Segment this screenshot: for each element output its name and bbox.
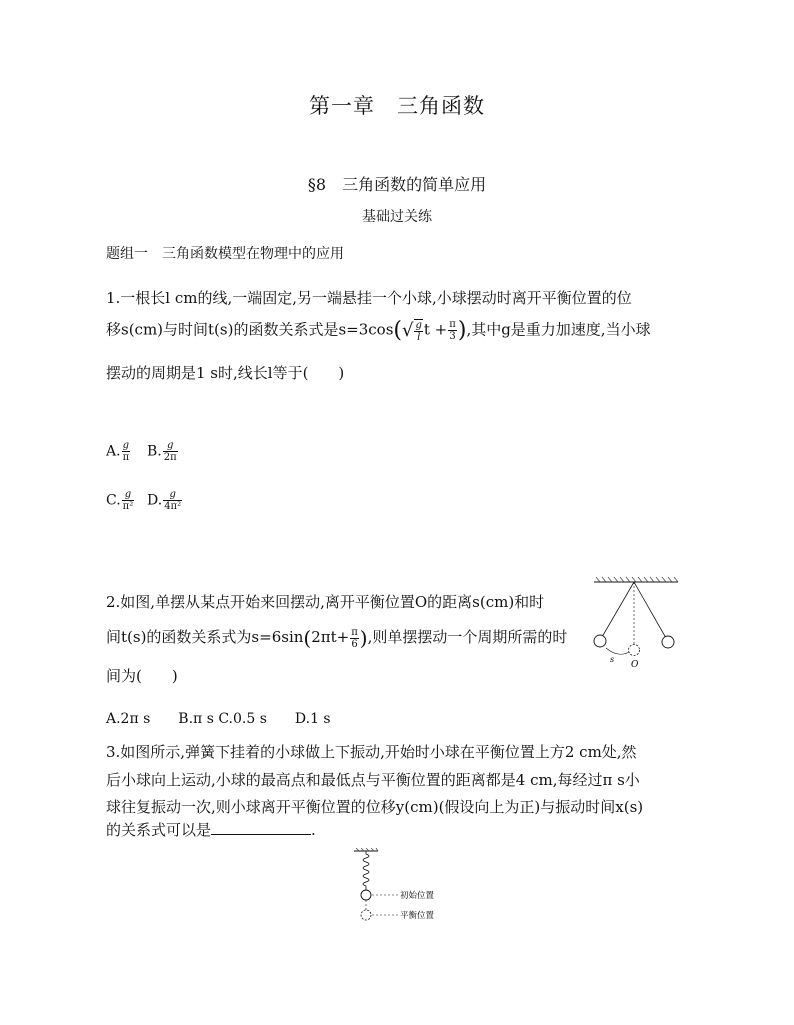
spring-figure xyxy=(345,848,455,930)
spring-label-balance: 平衡位置 xyxy=(400,911,435,921)
q1-option-d: D. $\frac{g}{\text{4π²}}$ xyxy=(147,489,182,512)
spring-label-initial: 初始位置 xyxy=(400,891,435,901)
q1-formula-var: t + xyxy=(423,320,448,339)
q1-option-b: B. $\frac{g}{2\pi}$ xyxy=(147,440,177,463)
pendulum-ball-center xyxy=(629,645,640,656)
subtitle: 基础过关练 xyxy=(362,209,432,225)
q3-line1: 3.如图所示,弹簧下挂着的小球做上下振动,开始时小球在平衡位置上方2 cm处,然 xyxy=(106,743,637,761)
answer-blank[interactable] xyxy=(211,820,311,835)
q2-line2: 间t(s)的函数关系式为s=6sin(2πt+ $\frac{\pi}{6}$ ),则单摆摆动一个周期所需的时 xyxy=(106,626,568,650)
q1-line1: 1.一根长l cm的线,一端固定,另一端悬挂一个小球,小球摆动时离开平衡位置的位 xyxy=(106,289,632,307)
section-title: §8 三角函数的简单应用 xyxy=(307,175,487,194)
q1-option-a: A. $\frac{g}{\pi}$ xyxy=(106,440,130,463)
q1-line2-post: ,其中g是重力加速度,当小球 xyxy=(466,320,651,339)
q2-line3: 间为( ) xyxy=(106,667,178,685)
q2-options: A.2π s B.π s C.0.5 s D.1 s xyxy=(106,711,331,727)
q1-line3: 摆动的周期是1 s时,线长l等于( ) xyxy=(106,364,345,382)
q1-pi-frac: $\frac{\pi}{3}$ xyxy=(449,319,456,342)
spring-ball-initial xyxy=(361,890,371,900)
q2-line1: 2.如图,单摆从某点开始来回摆动,离开平衡位置O的距离s(cm)和时 xyxy=(106,593,545,611)
q3-line3: 球往复振动一次,则小球离开平衡位置的位移y(cm)(假设向上为正)与振动时间x(s) xyxy=(106,798,644,816)
spring-ball-balance xyxy=(361,910,371,920)
chapter-title: 第一章 三角函数 xyxy=(309,94,485,118)
group-title: 题组一 三角函数模型在物理中的应用 xyxy=(106,246,344,262)
q3-line2: 后小球向上运动,小球的最高点和最低点与平衡位置的距离都是4 cm,每经过π s小 xyxy=(106,771,640,789)
q1-line2: 移s(cm)与时间t(s)的函数关系式是s=3cos(√ $\frac{g}{l}$ t + $\frac{\pi}{3}$ ),其中g是重力加速度,当小球 xyxy=(106,318,651,343)
q1-line2-pre: 移s(cm)与时间t(s)的函数关系式是s=3cos xyxy=(106,320,394,339)
pendulum-label-s: s xyxy=(610,655,615,664)
q3-line4: 的关系式可以是 . xyxy=(106,821,316,839)
q1-option-c: C. $\frac{g}{\text{π²}}$ xyxy=(106,489,134,512)
q1-sqrt-frac: $\frac{g}{l}$ xyxy=(415,319,422,343)
pendulum-ball-right xyxy=(662,636,674,648)
pendulum-figure xyxy=(590,574,685,672)
pendulum-label-o: O xyxy=(631,660,639,670)
pendulum-ball-left xyxy=(594,635,606,647)
